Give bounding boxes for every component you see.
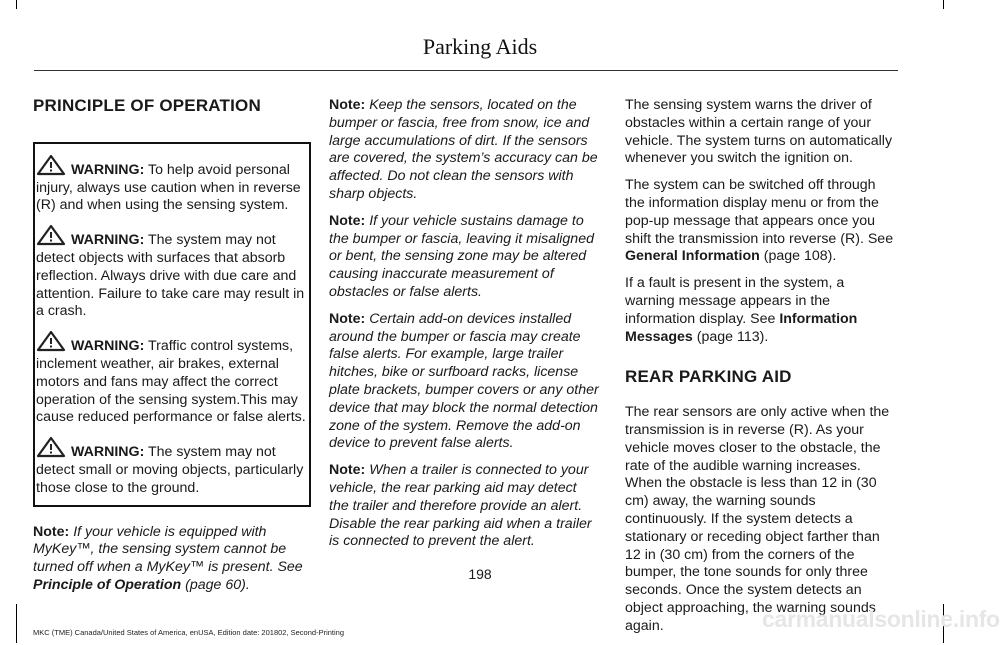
crop-mark-top-right (943, 0, 944, 9)
paragraph-fault (625, 275, 896, 346)
warning-text: Traffic control systems, inclement weather, air brakes, external motors and fans may affect the correct operation of the sensing system.This may cause reduced performance or false alerts. (36, 338, 306, 426)
paragraph-rear-sensors: The rear sensors are only active when the transmission is in reverse (R). As your vehicle moves closer to the obstacle, the rate of the audible warning increases. When the obstacle is less than 12 in (30 cm) away, the warning sounds continuously. If the system detects a stationary or receding object farther than 12 in (30 cm) from the corners of the bumper, the tone sounds for only three seconds. Once the system detects an object approaching, the warning sounds again. (625, 404, 890, 634)
page-ref: (page 108). (759, 248, 837, 265)
warning-triangle-icon (36, 154, 66, 176)
page-ref: (page 113). (692, 328, 769, 345)
page-ref: (page 60). (181, 576, 250, 593)
page-title: Parking Aids (422, 34, 538, 59)
mykey-note (33, 524, 311, 595)
warning-label: WARNING: (71, 232, 145, 249)
paragraph-text: The system can be switched off through the information display menu or from the pop-up message that appears once you shift the transmission into reverse (R). See (625, 177, 894, 247)
warning-item (36, 224, 309, 321)
header-divider (34, 70, 898, 71)
note-add-on-devices (329, 311, 600, 453)
paragraph-system-warns: The sensing system warns the driver of obstacles within a certain range of your vehicle. The system turns on automatically whenever you switch the ignition on. (625, 97, 893, 167)
general-information-link[interactable]: General Information (625, 248, 760, 265)
page-number: 198 (468, 566, 492, 582)
warning-item (36, 436, 309, 497)
note-sensors-clean (329, 97, 600, 204)
warning-text: To help avoid personal injury, always use caution when in reverse (R) and when using the sensing system. (36, 161, 301, 214)
column-left (33, 97, 311, 604)
note-text: Keep the sensors, located on the bumper or fascia, free from snow, ice and large accumulations of dirt. If the sensors are covered, the system’s accuracy can be affected. Do not clean the sensors with sharp objects. (329, 97, 598, 202)
warning-label: WARNING: (71, 161, 145, 178)
column-right (625, 97, 896, 645)
note-text: If your vehicle is equipped with MyKey™, the sensing system cannot be turned off when a MyKey™ is present. See (33, 523, 303, 576)
warning-text: The system may not detect objects with surfaces that absorb reflection. Always drive with due care and attention. Failure to take care may result in a crash. (36, 232, 305, 320)
footer-edition-info: MKC (TME) Canada/United States of America, enUSA, Edition date: 201802, Second-Printing (33, 628, 344, 637)
note-label: Note: (33, 523, 70, 540)
warning-label: WARNING: (71, 338, 145, 355)
section-heading-principle: PRINCIPLE OF OPERATION (33, 96, 261, 115)
crop-mark-top-left (16, 0, 17, 9)
note-label: Note: (329, 462, 366, 479)
warning-triangle-icon (36, 224, 66, 246)
warning-item (36, 330, 309, 427)
column-middle (329, 97, 600, 560)
note-text: When a trailer is connected to your vehicle, the rear parking aid may detect the trailer and therefore provide an alert. Disable the rear parking aid when a trailer is connected to prevent the alert. (329, 462, 592, 550)
warning-label: WARNING: (71, 444, 145, 461)
warning-text: The system may not detect small or moving objects, particularly those close to the ground. (36, 444, 304, 496)
note-trailer (329, 462, 600, 551)
warning-triangle-icon (36, 436, 66, 458)
information-messages-link[interactable]: Information Messages (625, 310, 858, 345)
principle-of-operation-link[interactable]: Principle of Operation (33, 576, 182, 593)
note-bumper-damage (329, 213, 600, 302)
note-text: Certain add-on devices installed around the bumper or fascia may create false alerts. For example, large trailer hitches, bike or surfboard racks, license plate brackets, bumper covers or any other device that may block the normal detection zone of the system. Remove the add-on device to prevent false alerts. (329, 310, 599, 452)
note-label: Note: (329, 212, 366, 229)
paragraph-text: If a fault is present in the system, a warning message appears in the information display. See (625, 275, 845, 327)
warning-triangle-icon (36, 330, 66, 352)
paragraph-switch-off (625, 177, 896, 266)
note-label: Note: (329, 310, 366, 327)
section-heading-rear-parking-aid: REAR PARKING AID (625, 367, 792, 387)
crop-mark-bottom-left (16, 604, 17, 643)
note-label: Note: (329, 97, 366, 113)
watermark: carmanualsonline.info (762, 606, 1000, 632)
warning-box (33, 142, 311, 507)
note-text: If your vehicle sustains damage to the bumper or fascia, leaving it misaligned or bent, the sensing zone may be altered causing inaccurate measurement of obstacles or false alerts. (329, 212, 594, 300)
warning-item (36, 154, 309, 215)
